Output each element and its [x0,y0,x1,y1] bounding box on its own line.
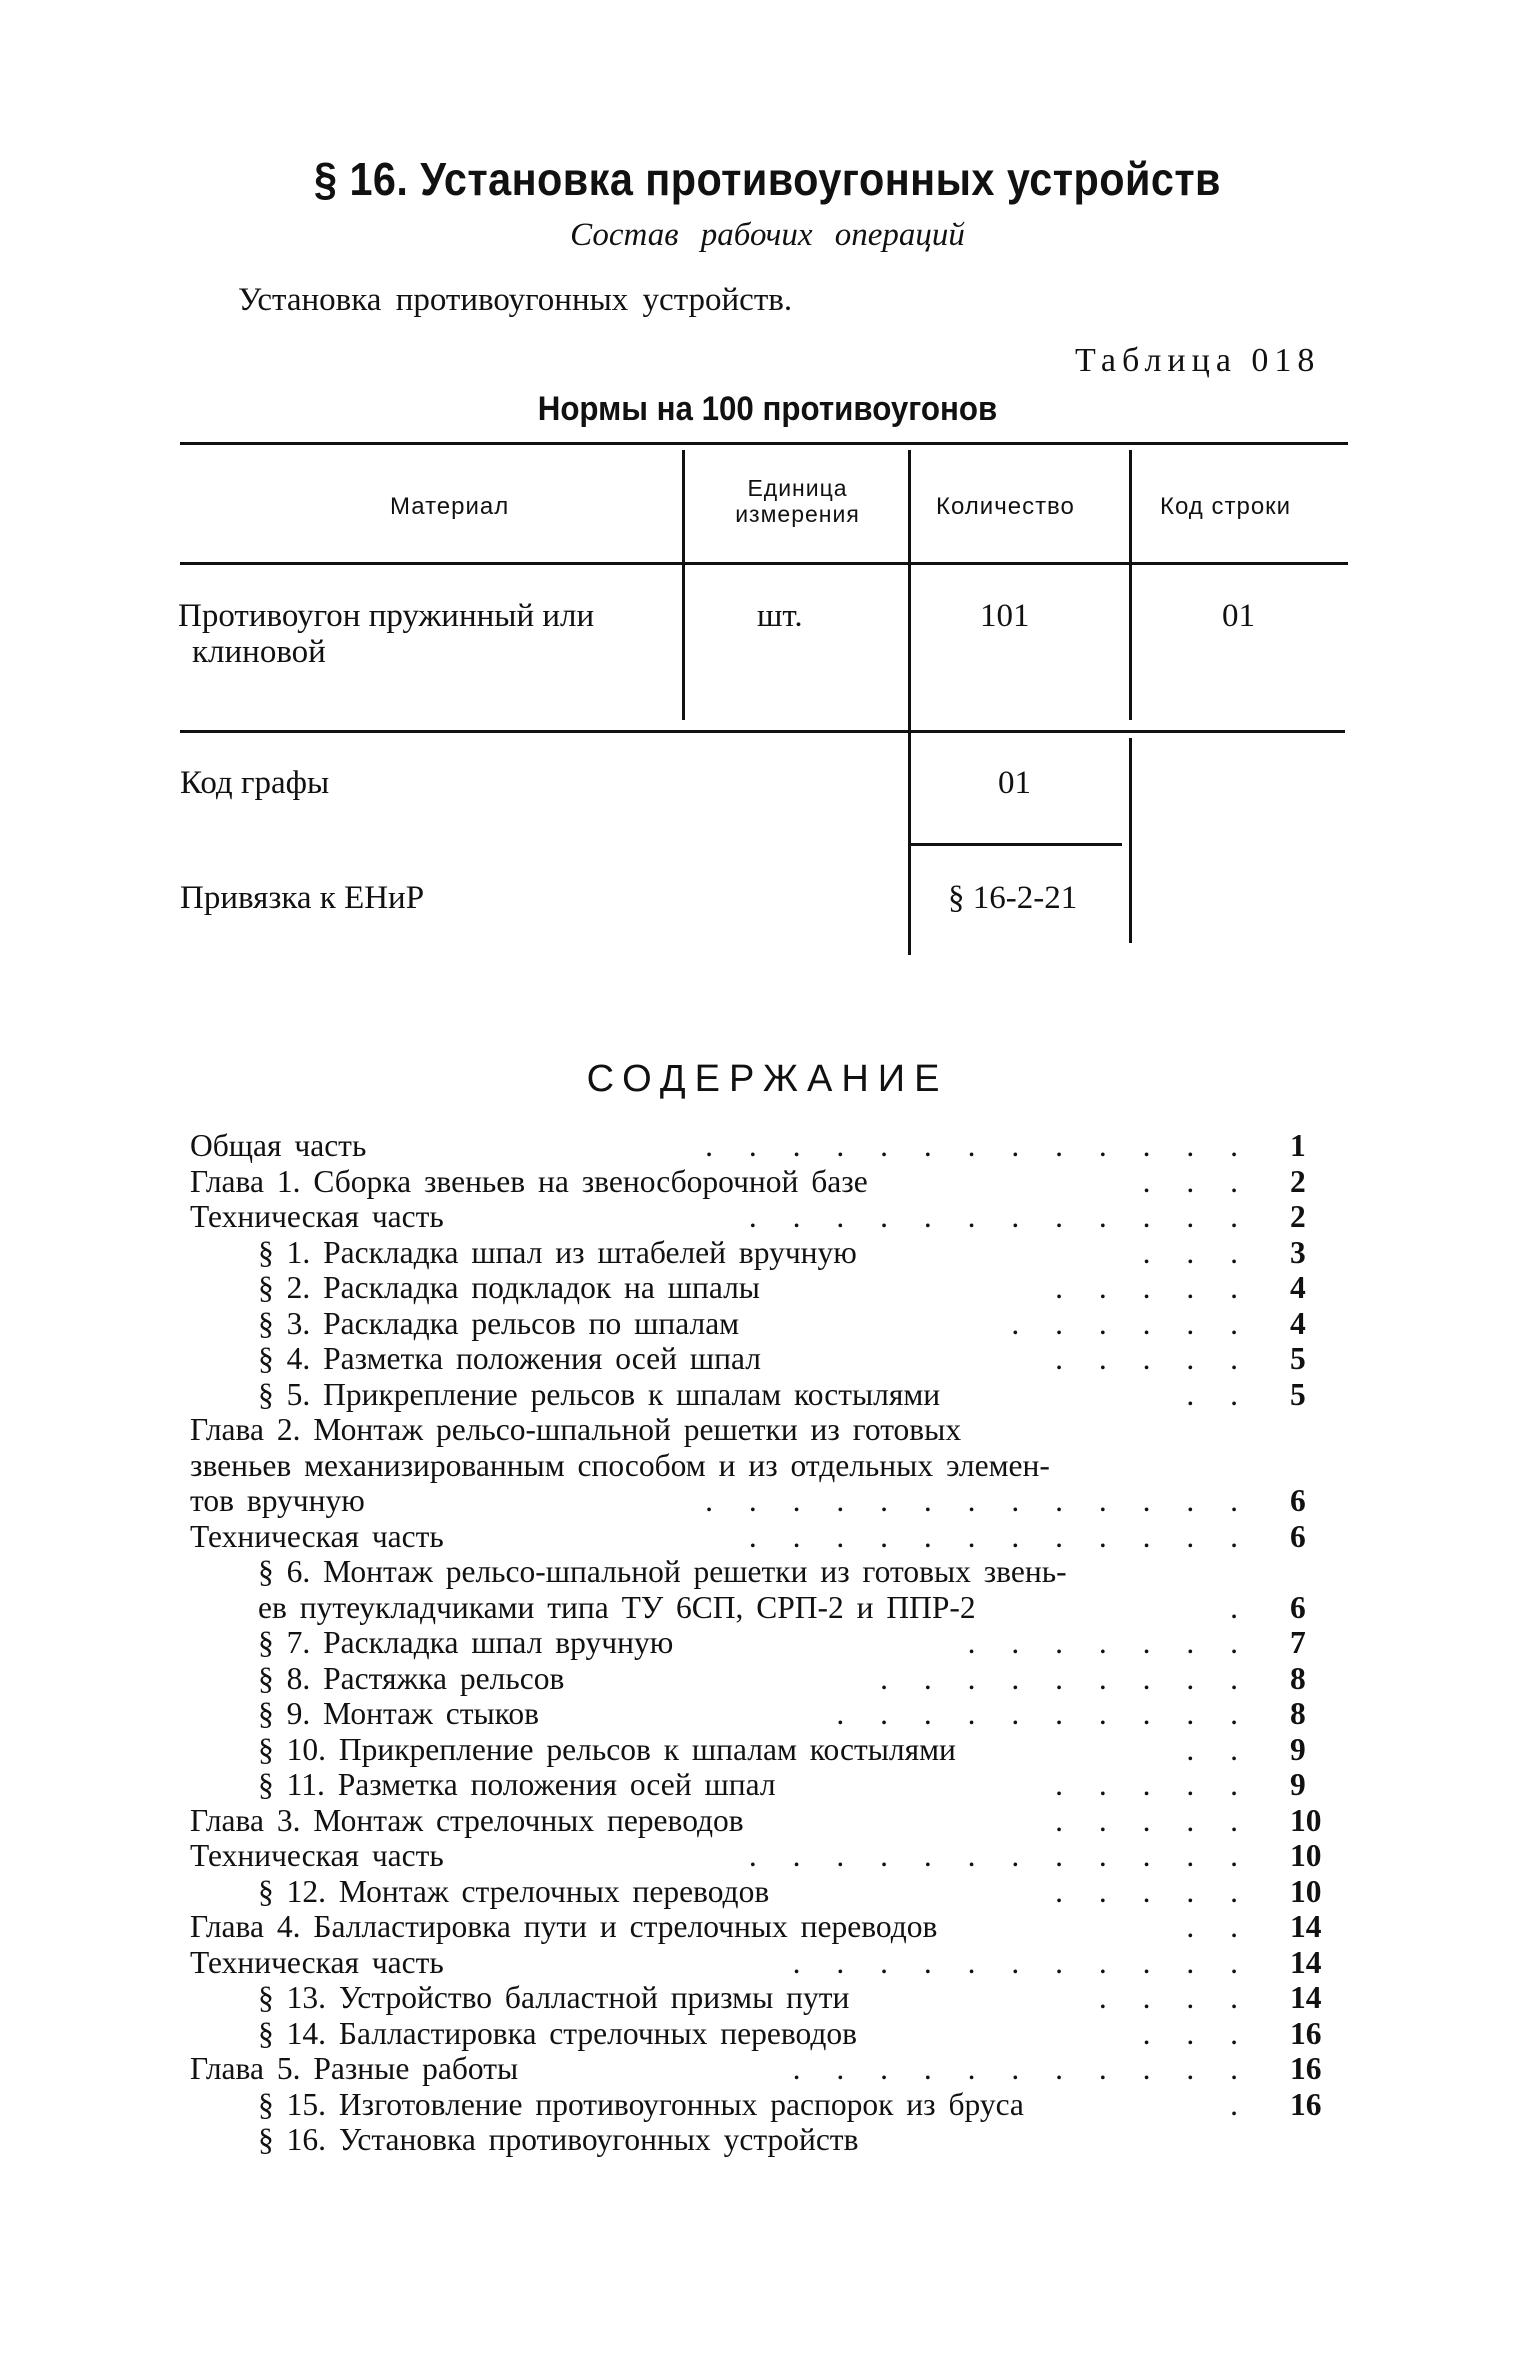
toc-entry-text: § 6. Монтаж рельсо-шпальной решетки из готовых звень- [258,1554,1067,1589]
toc-entry-page: 2 [1290,1164,1306,1199]
section-subtitle: Состав рабочих операций [570,217,965,253]
toc-entry [190,2051,1252,2087]
header-quantity: Количество [936,493,1075,520]
toc-entry-leader: . . . . . . . . . . . . . [705,1483,1252,1518]
toc-entry [190,1164,1252,1200]
column-divider [1129,450,1132,720]
section-title: § 16. Установка противоугонных устройств [314,153,1221,205]
toc-entry [258,1874,1252,1910]
toc-entry-leader: . . . . [1098,1980,1252,2015]
toc-entry-text: § 9. Монтаж стыков [258,1696,539,1731]
toc-entry-leader: . . . . . . . . . [880,1661,1252,1696]
toc-title: СОДЕРЖАНИЕ [586,1058,949,1100]
toc-entry-leader: . . . . . [1055,1803,1252,1838]
toc-entry-page: 5 [1290,1341,1306,1376]
toc-entry-page: 5 [1290,1377,1306,1412]
toc-entry [190,1412,1252,1448]
toc-entry-text: § 1. Раскладка шпал из штабелей вручную [258,1235,857,1270]
toc-entry-text: § 13. Устройство балластной призмы пути [258,1980,850,2015]
column-code-value: 01 [998,765,1031,801]
table-footer-rule [908,843,1122,846]
toc-entry-page: 16 [1290,2087,1322,2122]
toc-entry-page: 10 [1290,1803,1322,1838]
toc-entry [258,2016,1252,2052]
toc-entry [258,1980,1252,2016]
toc-entry [258,1554,1252,1590]
toc-entry-text: § 8. Растяжка рельсов [258,1661,565,1696]
cell-unit: шт. [757,598,803,634]
toc-entry-page: 4 [1290,1270,1306,1305]
toc-entry-text: § 3. Раскладка рельсов по шпалам [258,1306,740,1341]
toc-entry-text: Техническая часть [190,1519,444,1554]
toc-entry-page: 2 [1290,1199,1306,1234]
toc-entry-text: Общая часть [190,1128,367,1163]
toc-entry-leader: . . . . . . . . . . . . [748,1838,1252,1873]
toc-entry-leader: . . [1186,1732,1252,1767]
toc-entry-text: Глава 2. Монтаж рельсо-шпальной решетки из готовых [190,1412,962,1447]
toc-entry [190,1803,1252,1839]
toc-entry-page: 14 [1290,1945,1322,1980]
toc-entry-text: § 2. Раскладка подкладок на шпалы [258,1270,760,1305]
cell-material-line1: Противоугон пружинный или [178,598,595,634]
toc-entry-text: тов вручную [190,1483,365,1518]
toc-entry-text: § 12. Монтаж стрелочных переводов [258,1874,770,1909]
toc-entry [258,1377,1252,1413]
toc-entry [258,1661,1252,1697]
toc-entry-leader: . . . . . . . . . . . . [748,1519,1252,1554]
toc-entry-text: § 4. Разметка положения осей шпал [258,1341,761,1376]
toc-entry-text: § 11. Разметка положения осей шпал [258,1767,776,1802]
toc-entry-leader: . . . . . . . . . . . [792,1945,1252,1980]
toc-entry [258,1767,1252,1803]
toc-entry-page: 1 [1290,1128,1306,1163]
toc-entry [258,1696,1252,1732]
toc-entry-page: 8 [1290,1661,1306,1696]
toc-entry [258,1341,1252,1377]
column-divider [682,450,685,720]
toc-entry-leader: . . . [1142,1235,1252,1270]
toc-entry-text: § 10. Прикрепление рельсов к шпалам костылями [258,1732,956,1767]
cell-material-line2: клиновой [192,634,326,670]
toc-entry-text: Техническая часть [190,1838,444,1873]
intro-text: Установка противоугонных устройств. [238,282,793,318]
reference-label: Привязка к ЕНиР [180,880,425,916]
header-unit [690,475,905,527]
toc-entry-leader: . [1230,2087,1252,2122]
toc-entry [258,2087,1252,2123]
toc-entry-leader: . . . . . [1055,1270,1252,1305]
toc-entry-text: звеньев механизированным способом и из отдельных элемен- [190,1448,1050,1483]
toc-entry-page: 6 [1290,1483,1306,1518]
toc-entry-page: 9 [1290,1732,1306,1767]
toc-entry [190,1128,1252,1164]
toc-entry [258,2122,1252,2158]
toc-entry [190,1199,1252,1235]
table-body-rule [180,730,1345,733]
toc-entry-page: 7 [1290,1625,1306,1660]
toc-entry-text: § 7. Раскладка шпал вручную [258,1625,674,1660]
toc-entry [190,1519,1252,1555]
toc-entry-text: Глава 3. Монтаж стрелочных переводов [190,1803,744,1838]
toc-entry-leader: . . . . . . . . . . [836,1696,1252,1731]
toc-entry-leader: . . . . . . . [967,1625,1252,1660]
toc-entry-leader: . . . . . . . . . . . . . [705,1128,1252,1163]
toc-entry [190,1909,1252,1945]
toc-entry-leader: . . [1186,1377,1252,1412]
toc-entry-text: § 15. Изготовление противоугонных распорок из бруса [258,2087,1024,2122]
table-number: Таблица 018 [1075,342,1321,379]
toc-entry-page: 10 [1290,1874,1322,1909]
toc-entry [190,1945,1252,1981]
header-unit-line1: Единица [747,475,848,501]
toc-entry-leader: . . [1186,1909,1252,1944]
toc-entry-leader: . . . . . . . . . . . . [748,1199,1252,1234]
toc-entry-leader: . [1230,1590,1252,1625]
toc-entry-text: Техническая часть [190,1199,444,1234]
toc-entry-page: 6 [1290,1519,1306,1554]
column-divider [908,450,911,955]
toc-entry-text: Глава 1. Сборка звеньев на звеносборочной базе [190,1164,868,1199]
toc-entry [190,1448,1252,1484]
toc-entry-page: 10 [1290,1838,1322,1873]
header-row-code: Код строки [1160,493,1292,520]
toc-entry-leader: . . . . . [1055,1874,1252,1909]
toc-entry-text: Глава 5. Разные работы [190,2051,519,2086]
toc-entry-page: 16 [1290,2016,1322,2051]
toc-entry-leader: . . . [1142,1164,1252,1199]
header-unit-line2: измерения [735,501,860,527]
table-caption: Нормы на 100 противоугонов [537,390,998,428]
toc-entry-leader: . . . . . [1055,1767,1252,1802]
cell-row-code: 01 [1222,598,1255,634]
table-header-rule [180,562,1348,565]
toc-entry-page: 14 [1290,1909,1322,1944]
toc-entry-text: ев путеукладчиками типа ТУ 6СП, СРП-2 и ППР-2 [258,1590,976,1625]
toc-entry-text: Глава 4. Балластировка пути и стрелочных переводов [190,1909,938,1944]
toc-entry-page: 4 [1290,1306,1306,1341]
toc-entry-leader: . . . [1142,2016,1252,2051]
toc-entry-text: § 5. Прикрепление рельсов к шпалам костылями [258,1377,941,1412]
toc-entry-leader: . . . . . . . . . . . [792,2051,1252,2086]
toc-entry-text: § 16. Установка противоугонных устройств [258,2122,859,2157]
toc-entry [258,1732,1252,1768]
toc-entry-page: 6 [1290,1590,1306,1625]
toc-entry [258,1235,1252,1271]
toc-entry-page: 8 [1290,1696,1306,1731]
toc-entry-page: 3 [1290,1235,1306,1270]
cell-quantity: 101 [980,598,1030,634]
toc-entry-page: 16 [1290,2051,1322,2086]
toc-entry [258,1270,1252,1306]
toc-entry [190,1838,1252,1874]
toc-entry-page: 9 [1290,1767,1306,1802]
toc-entry-leader: . . . . . [1055,1341,1252,1376]
column-code-label: Код графы [180,765,330,801]
toc-entry-page: 14 [1290,1980,1322,2015]
table-top-rule [180,442,1348,445]
column-divider [1129,738,1132,943]
reference-value: § 16-2-21 [948,880,1078,916]
toc-entry [190,1483,1252,1519]
toc-entry [258,1625,1252,1661]
toc-entry [258,1306,1252,1342]
toc-entry-leader: . . . . . . [1011,1306,1252,1341]
header-material: Материал [390,493,510,520]
toc-entry [258,1590,1252,1626]
toc-entry-text: Техническая часть [190,1945,444,1980]
toc-entry-text: § 14. Балластировка стрелочных переводов [258,2016,858,2051]
